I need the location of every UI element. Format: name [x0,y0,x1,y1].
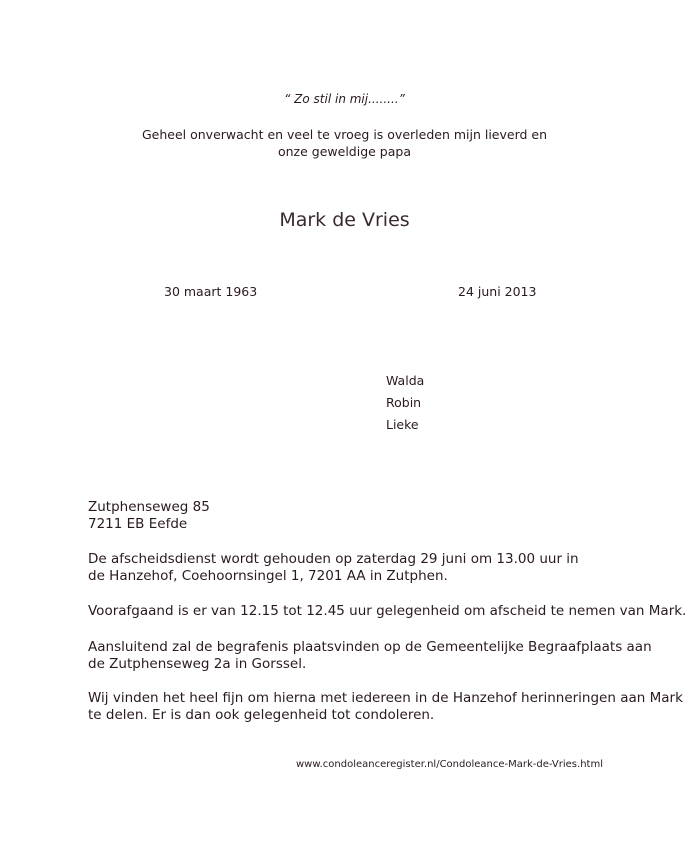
service-line-2: de Hanzehof, Coehoornsingel 1, 7201 AA in Zutphen. [88,568,448,584]
birth-date: 30 maart 1963 [164,284,258,299]
burial-paragraph [88,639,652,673]
deceased-name: Mark de Vries [279,209,410,231]
intro-line-1: Geheel onverwacht en veel te vroeg is overleden mijn lieverd en [141,127,548,142]
family-member: Walda [386,373,425,388]
service-paragraph [88,551,579,585]
family-list [386,370,424,436]
address-block [88,499,210,533]
address-postal-city: 7211 EB Eefde [88,516,188,532]
death-date: 24 juni 2013 [458,284,537,299]
family-member: Robin [386,395,422,410]
address-street: Zutphenseweg 85 [88,499,210,515]
gathering-line-1: Wij vinden het heel fijn om hierna met iedereen in de Hanzehof herinneringen aan Mark [88,690,683,706]
burial-line-2: de Zutphenseweg 2a in Gorssel. [88,656,307,672]
family-member: Lieke [386,417,419,432]
burial-line-1: Aansluitend zal de begrafenis plaatsvinden op de Gemeentelijke Begraafplaats aan [88,639,652,655]
service-line-1: De afscheidsdienst wordt gehouden op zaterdag 29 juni om 13.00 uur in [88,551,579,567]
gathering-paragraph [88,690,683,724]
gathering-line-2: te delen. Er is dan ook gelegenheid tot condoleren. [88,707,435,723]
source-url[interactable]: www.condoleanceregister.nl/Condoleance-Mark-de-Vries.html [296,759,603,770]
farewell-line-1: Voorafgaand is er van 12.15 tot 12.45 uur gelegenheid om afscheid te nemen van Mark. [88,603,687,619]
farewell-paragraph [88,603,686,620]
intro-line-2: onze geweldige papa [277,144,411,159]
opening-quote: “ Zo stil in mij........” [284,92,405,106]
announcement-intro [0,126,689,160]
